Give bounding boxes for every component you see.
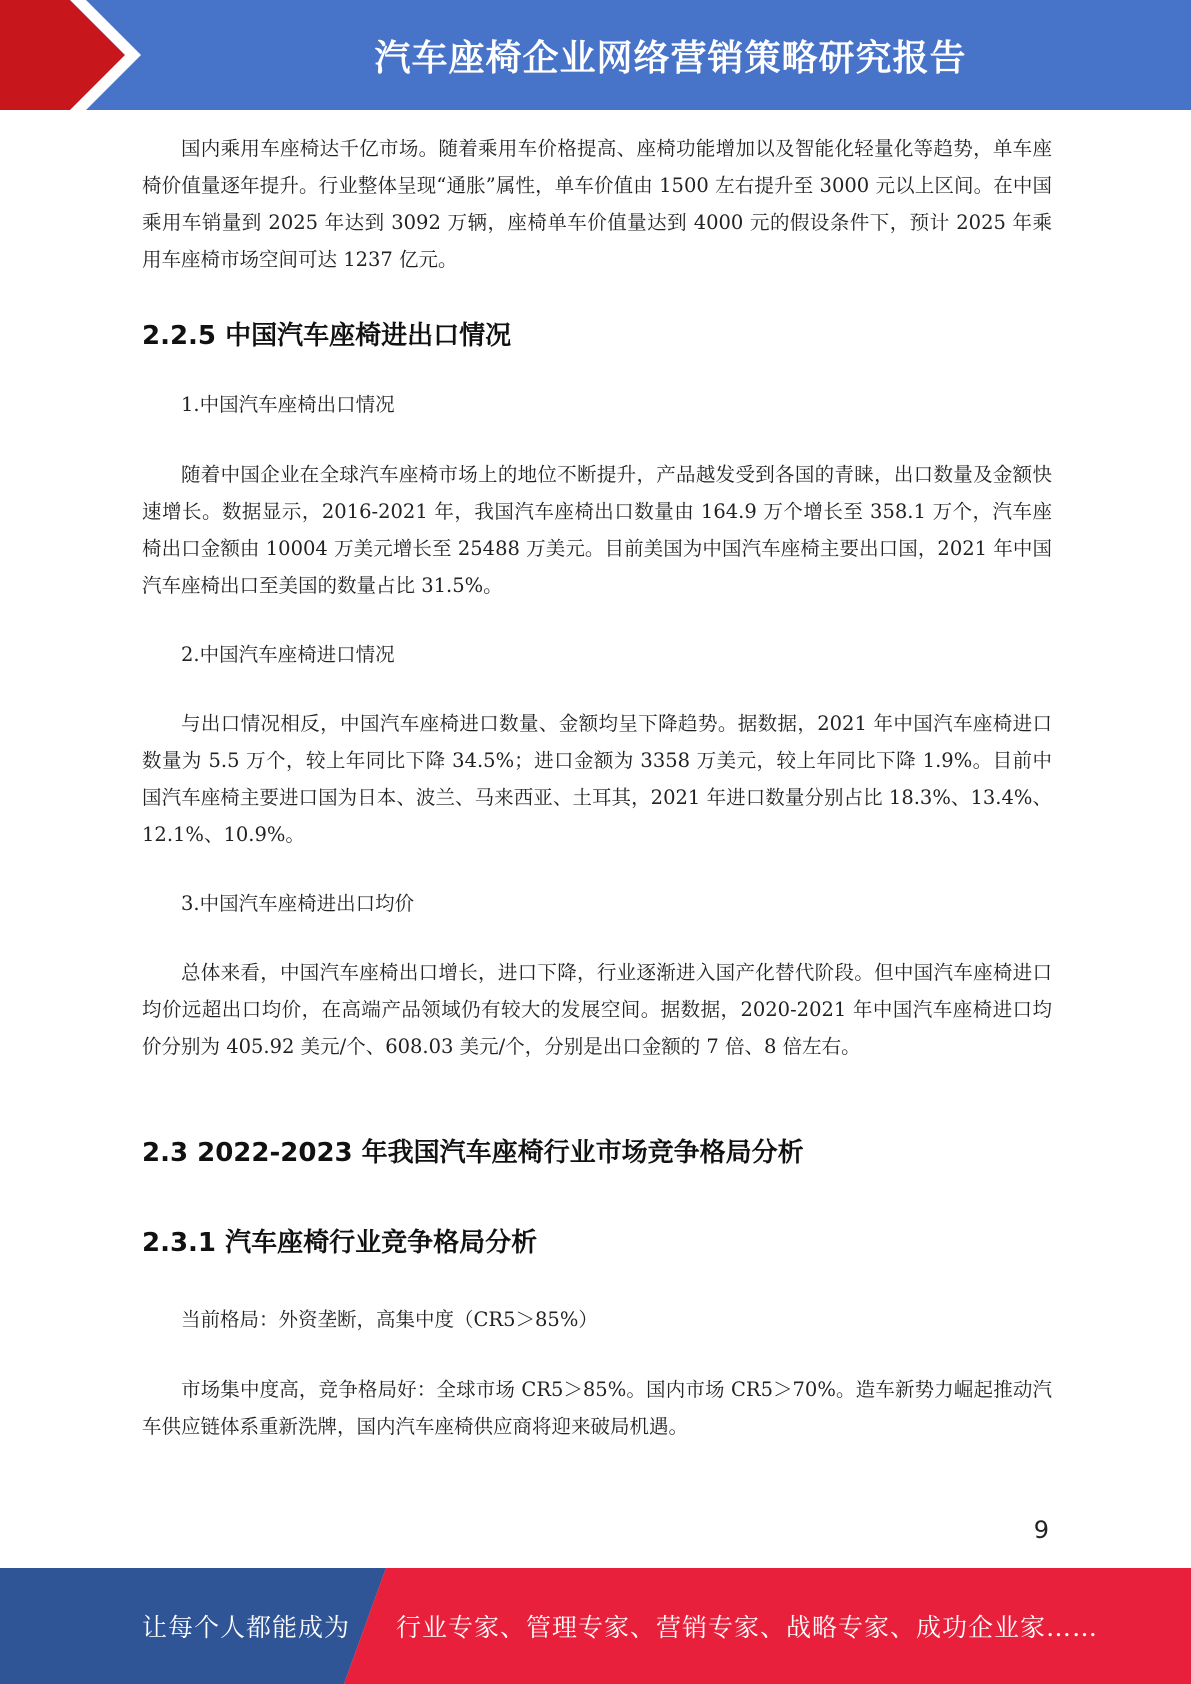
page-number: 9 (1033, 1516, 1049, 1544)
subsection-title-price: 3.中国汽车座椅进出口均价 (181, 892, 415, 915)
header-arrow-decoration (0, 0, 160, 110)
page-header (0, 0, 1191, 110)
report-title: 汽车座椅企业网络营销策略研究报告 (374, 37, 967, 79)
subsection-title-export: 1.中国汽车座椅出口情况 (181, 393, 395, 416)
section-heading-2-3: 2.3 2022-2023 年我国汽车座椅行业市场竞争格局分析 (142, 1138, 804, 1168)
footer-slogan-right: 行业专家、管理专家、营销专家、战略专家、成功企业家…… (396, 1613, 1099, 1642)
section-heading-2-3-1: 2.3.1 汽车座椅行业竞争格局分析 (142, 1228, 538, 1258)
footer-slogan-left: 让每个人都能成为 (142, 1613, 351, 1642)
market-concentration-paragraph: 市场集中度高，竞争格局好：全球市场 CR5＞85%。国内市场 CR5＞70%。造车新势力崛起推动汽车供应链体系重新洗牌，国内汽车座椅供应商将迎来破局机遇。 (142, 1378, 1052, 1438)
import-paragraph: 与出口情况相反，中国汽车座椅进口数量、金额均呈下降趋势。据数据，2021 年中国汽车座椅进口数量为 5.5 万个，较上年同比下降 34.5%；进口金额为 3358 万美元，较上年同比下降 1.9%。目前中国汽车座椅主要进口国为日本、波兰、马来西亚、土耳其，2021 年进口数量分别占比 18.3%、13.4%、12.1%、10.9%。 (142, 712, 1052, 846)
price-paragraph: 总体来看，中国汽车座椅出口增长，进口下降，行业逐渐进入国产化替代阶段。但中国汽车座椅进口均价远超出口均价，在高端产品领域仍有较大的发展空间。据数据，2020-2021 年中国汽车座椅进口均价分别为 405.92 美元/个、608.03 美元/个，分别是出口金额的 7 倍、8 倍左右。 (142, 961, 1052, 1058)
current-pattern-line: 当前格局：外资垄断，高集中度（CR5＞85%） (181, 1308, 598, 1331)
document-body (142, 130, 1052, 1445)
page-footer (0, 1568, 1191, 1684)
export-paragraph: 随着中国企业在全球汽车座椅市场上的地位不断提升，产品越发受到各国的青睐，出口数量及金额快速增长。数据显示，2016-2021 年，我国汽车座椅出口数量由 164.9 万个增长至 358.1 万个，汽车座椅出口金额由 10004 万美元增长至 25488 万美元。目前美国为中国汽车座椅主要出口国，2021 年中国汽车座椅出口至美国的数量占比 31.5%。 (142, 463, 1052, 597)
section-heading-2-2-5: 2.2.5 中国汽车座椅进出口情况 (142, 321, 512, 351)
subsection-title-import: 2.中国汽车座椅进口情况 (181, 643, 395, 666)
intro-paragraph: 国内乘用车座椅达千亿市场。随着乘用车价格提高、座椅功能增加以及智能化轻量化等趋势，单车座椅价值量逐年提升。行业整体呈现“通胀”属性，单车价值由 1500 左右提升至 3000 元以上区间。在中国乘用车销量到 2025 年达到 3092 万辆，座椅单车价值量达到 4000 元的假设条件下，预计 2025 年乘用车座椅市场空间可达 1237 亿元。 (142, 137, 1052, 271)
